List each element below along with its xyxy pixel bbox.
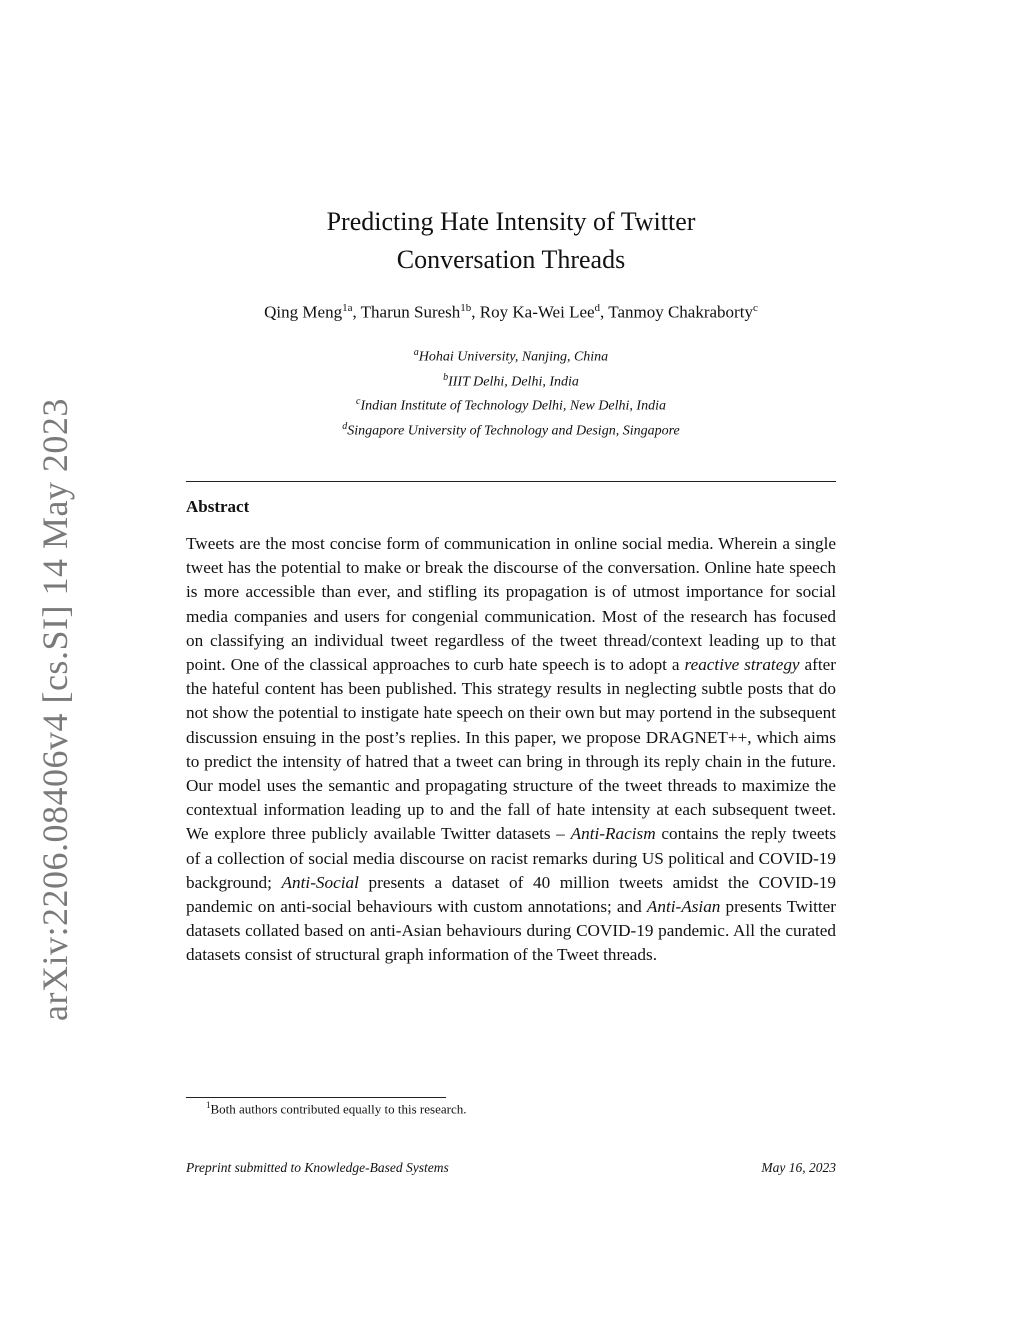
affiliation-list <box>186 343 836 442</box>
abstract-top-rule <box>186 481 836 482</box>
abstract-emphasis: Anti-Social <box>281 872 359 892</box>
affiliation <box>186 343 836 368</box>
author-name: Tanmoy Chakraborty <box>608 302 753 322</box>
author-sup: d <box>594 302 601 314</box>
abstract-emphasis: reactive strategy <box>684 655 800 675</box>
abstract-segment: presents a dataset of 40 million tweets amidst the COVID-19 pandemic on anti-social behaviours with custom annotations; and <box>186 872 837 917</box>
footer-journal: Preprint submitted to Knowledge-Based Systems <box>186 1160 449 1175</box>
affiliation-sup: c <box>356 396 361 408</box>
footer-date: May 16, 2023 <box>761 1160 836 1175</box>
author-name: Tharun Suresh <box>360 302 461 322</box>
abstract-heading: Abstract <box>186 497 250 516</box>
author-sup: 1a <box>342 302 353 314</box>
author-name: Qing Meng <box>264 302 343 322</box>
affiliation-text: Singapore University of Technology and Design, Singapore <box>347 423 680 439</box>
title-line-2: Conversation Threads <box>396 245 626 274</box>
footnote <box>206 1100 466 1117</box>
affiliation <box>186 368 836 393</box>
author-list: Qing Meng$^{1a}$, Tharun Suresh$^{1b}$, Roy Ka-Wei Lee$^d$, Tanmoy Chakraborty$^c$ <box>264 302 758 322</box>
abstract-segment: contains the reply tweets of a collection of social media discourse on racist remarks during US political and COVID-19 background; <box>186 824 837 892</box>
abstract-segment: Tweets are the most concise form of communication in online social media. Wherein a single tweet has the potential to make or break the discourse of the conversation. Online hate speech is more accessible than ever, and stifling its propagation is of utmost importance for social media companies and users for congenial communication. Most of the research has focused on classifying an individual tweet regardless of the tweet thread/context leading up to that point. One of the classical approaches to curb hate speech is to adopt a <box>186 534 836 675</box>
abstract-emphasis: Anti-Racism <box>570 824 656 844</box>
abstract-text <box>186 532 836 968</box>
author-name: Roy Ka-Wei Lee <box>479 302 595 322</box>
abstract-emphasis: Anti-Asian <box>646 897 721 917</box>
affiliation-text: Hohai University, Nanjing, China <box>418 349 609 365</box>
affiliation-text: Indian Institute of Technology Delhi, New Delhi, India <box>360 398 666 414</box>
affiliation <box>186 417 836 442</box>
footnote-text: Both authors contributed equally to this research. <box>210 1101 467 1117</box>
title-line-1: Predicting Hate Intensity of Twitter <box>326 207 696 236</box>
author-sup: c <box>752 302 758 314</box>
paper-title <box>186 203 836 279</box>
footnote-sup: 1 <box>206 1100 211 1110</box>
affiliation-sup: a <box>413 347 419 358</box>
affiliation-text: IIIT Delhi, Delhi, India <box>448 374 579 390</box>
author-sup: 1b <box>460 302 472 314</box>
abstract-segment: after the hateful content has been published. This strategy results in neglecting subtle posts that do not show the potential to instigate hate speech on their own but may portend in the subsequent discussion ensuing in the post’s replies. In this paper, we propose DRAGNET++, which aims to predict the intensity of hatred that a tweet can bring in through its reply chain in the future. Our model uses the semantic and propagating structure of the tweet threads to maximize the contextual information leading up to and the fall of hate intensity at each subsequent tweet. We explore three publicly available Twitter datasets – <box>186 655 837 844</box>
abstract-segment: presents Twitter datasets collated based on anti-Asian behaviours during COVID-19 pandemic. All the curated datasets consist of structural graph information of the Tweet threads. <box>186 897 836 965</box>
affiliation-sup: d <box>342 420 348 432</box>
affiliation <box>186 392 836 417</box>
footnote-rule <box>186 1097 446 1098</box>
arxiv-identifier: arXiv:2206.08406v4 [cs.SI] 14 May 2023 <box>35 398 75 1021</box>
affiliation-sup: b <box>443 371 449 383</box>
